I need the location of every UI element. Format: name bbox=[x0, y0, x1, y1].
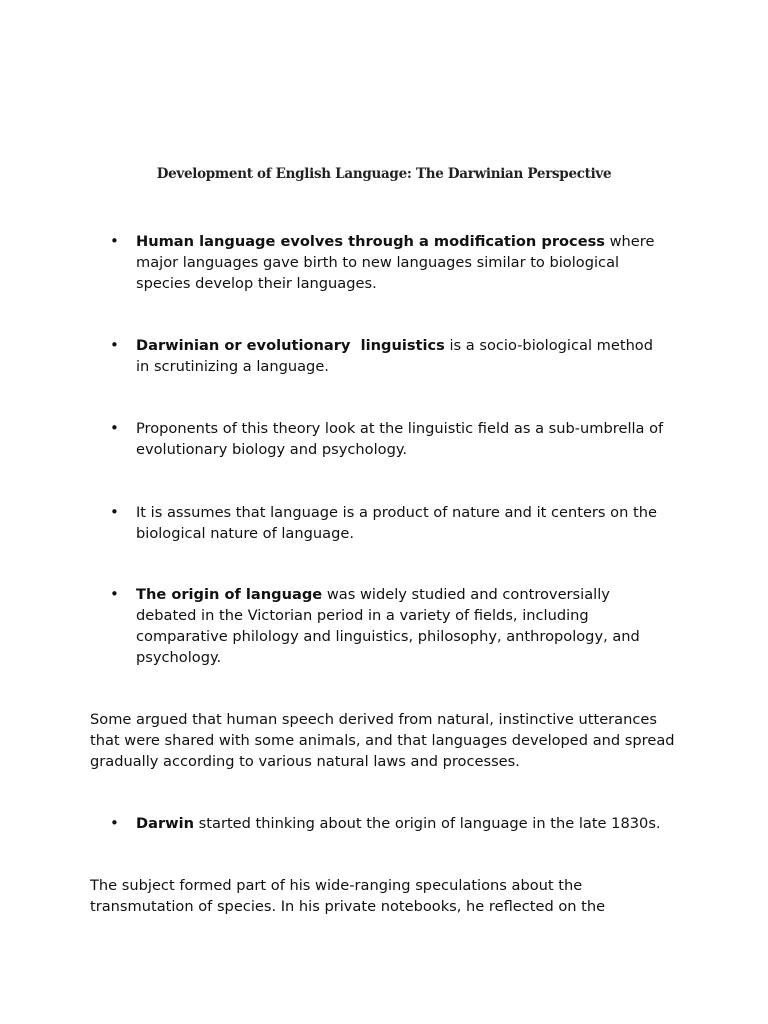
bullet-item bbox=[110, 418, 670, 460]
bullet-text bbox=[136, 335, 670, 377]
bullet-body: where major languages gave birth to new languages similar to biological species develop their languages. bbox=[136, 233, 655, 292]
bullet-text bbox=[136, 502, 670, 544]
bullet-lead: Darwin bbox=[136, 815, 195, 832]
document-title: Development of English Language: The Darwinian Perspective bbox=[156, 166, 612, 182]
bullet-icon: • bbox=[110, 585, 119, 603]
bullet-lead: Human language evolves through a modification process bbox=[136, 233, 605, 250]
bullet-item bbox=[110, 335, 670, 377]
bullet-text bbox=[136, 584, 670, 668]
bullet-body: started thinking about the origin of language in the late 1830s. bbox=[194, 815, 661, 832]
bullet-icon: • bbox=[110, 814, 119, 832]
bullet-item bbox=[110, 502, 670, 544]
bullet-body: Proponents of this theory look at the linguistic field as a sub-umbrella of evolutionary biology and psychology. bbox=[136, 420, 664, 458]
bullet-icon: • bbox=[110, 336, 119, 354]
bullet-icon: • bbox=[110, 232, 119, 250]
bullet-lead: The origin of language bbox=[136, 586, 323, 603]
bullet-icon: • bbox=[110, 419, 119, 437]
bullet-body: was widely studied and controversially debated in the Victorian period in a variety of fields, including comparative philology and linguistics, philosophy, anthropology, and psychology. bbox=[136, 586, 640, 666]
bullet-icon: • bbox=[110, 503, 119, 521]
bullet-body: It is assumes that language is a product of nature and it centers on the biological nature of language. bbox=[136, 504, 657, 542]
bullet-text bbox=[136, 231, 670, 294]
body-paragraph: Some argued that human speech derived from natural, instinctive utterances that were shared with some animals, and that languages developed and spread gradually according to various natural laws and processes. bbox=[90, 711, 675, 770]
bullet-item bbox=[110, 231, 670, 294]
body-paragraph: The subject formed part of his wide-ranging speculations about the transmutation of species. In his private notebooks, he reflected on the bbox=[90, 877, 606, 915]
bullet-item bbox=[110, 584, 670, 668]
bullet-item bbox=[110, 813, 710, 834]
bullet-lead: Darwinian or evolutionary linguistics bbox=[136, 337, 445, 354]
bullet-text bbox=[136, 813, 710, 834]
bullet-text bbox=[136, 418, 670, 460]
bullet-body: is a socio-biological method in scrutinizing a language. bbox=[136, 337, 654, 375]
